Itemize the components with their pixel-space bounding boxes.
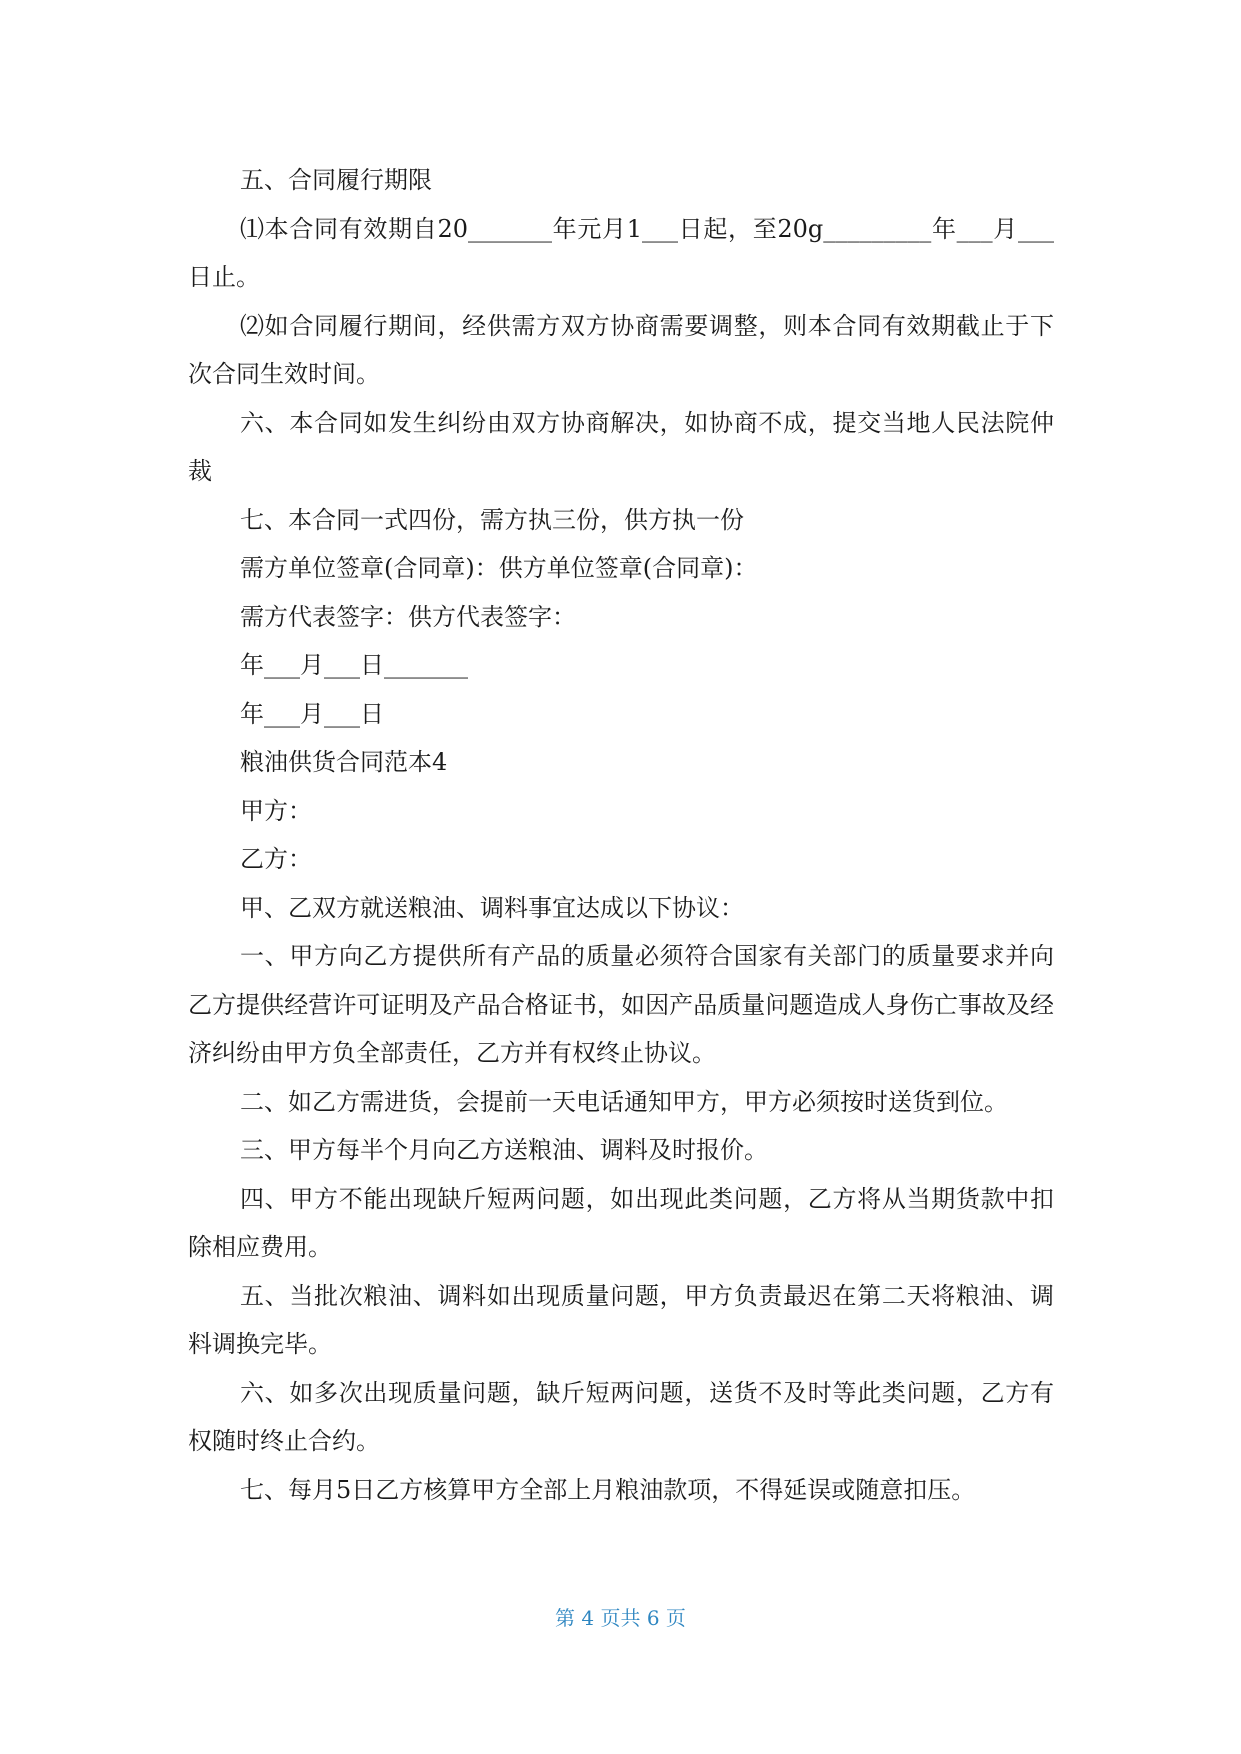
clause-7: 七、每月5日乙方核算甲方全部上月粮油款项，不得延误或随意扣压。 [240, 1475, 976, 1504]
document-body [188, 156, 1054, 1514]
date-line-1: 年___月___日_______ [240, 651, 468, 679]
dispute-clause: 六、本合同如发生纠纷由双方协商解决，如协商不成，提交当地人民法院仲裁 [188, 408, 1054, 485]
clause-6: 六、如多次出现质量问题，缺斤短两问题，送货不及时等此类问题，乙方有权随时终止合约。 [188, 1378, 1054, 1455]
section-five-heading: 五、合同履行期限 [240, 166, 432, 194]
contract-title: 粮油供货合同范本4 [240, 748, 448, 776]
term-clause-1: ⑴本合同有效期自20_______年元月1___日起，至20g_________年___月___日止。 [188, 214, 1054, 291]
clause-4: 四、甲方不能出现缺斤短两问题，如出现此类问题，乙方将从当期货款中扣除相应费用。 [188, 1184, 1054, 1261]
clause-3: 三、甲方每半个月向乙方送粮油、调料及时报价。 [240, 1136, 768, 1164]
date-line-2: 年___月___日 [240, 699, 384, 728]
term-clause-2: ⑵如合同履行期间，经供需方双方协商需要调整，则本合同有效期截止于下次合同生效时间。 [188, 311, 1054, 388]
signature-line: 需方代表签字：供方代表签字： [240, 602, 576, 631]
clause-2: 二、如乙方需进货，会提前一天电话通知甲方，甲方必须按时送货到位。 [240, 1087, 1008, 1116]
clause-5: 五、当批次粮油、调料如出现质量问题，甲方负责最迟在第二天将粮油、调料调换完毕。 [188, 1281, 1054, 1358]
party-a-line: 甲方： [240, 796, 312, 825]
page-number-footer: 第 4 页共 6 页 [555, 1606, 686, 1630]
agreement-intro: 甲、乙双方就送粮油、调料事宜达成以下协议： [240, 893, 744, 922]
party-b-line: 乙方： [240, 845, 312, 873]
clause-1: 一、甲方向乙方提供所有产品的质量必须符合国家有关部门的质量要求并向乙方提供经营许可证明及产品合格证书，如因产品质量问题造成人身伤亡事故及经济纠纷由甲方负全部责任，乙方并有权终止协议。 [188, 942, 1054, 1067]
copies-clause: 七、本合同一式四份，需方执三份，供方执一份 [240, 505, 744, 534]
seal-line: 需方单位签章(合同章)：供方单位签章(合同章)： [240, 554, 758, 582]
